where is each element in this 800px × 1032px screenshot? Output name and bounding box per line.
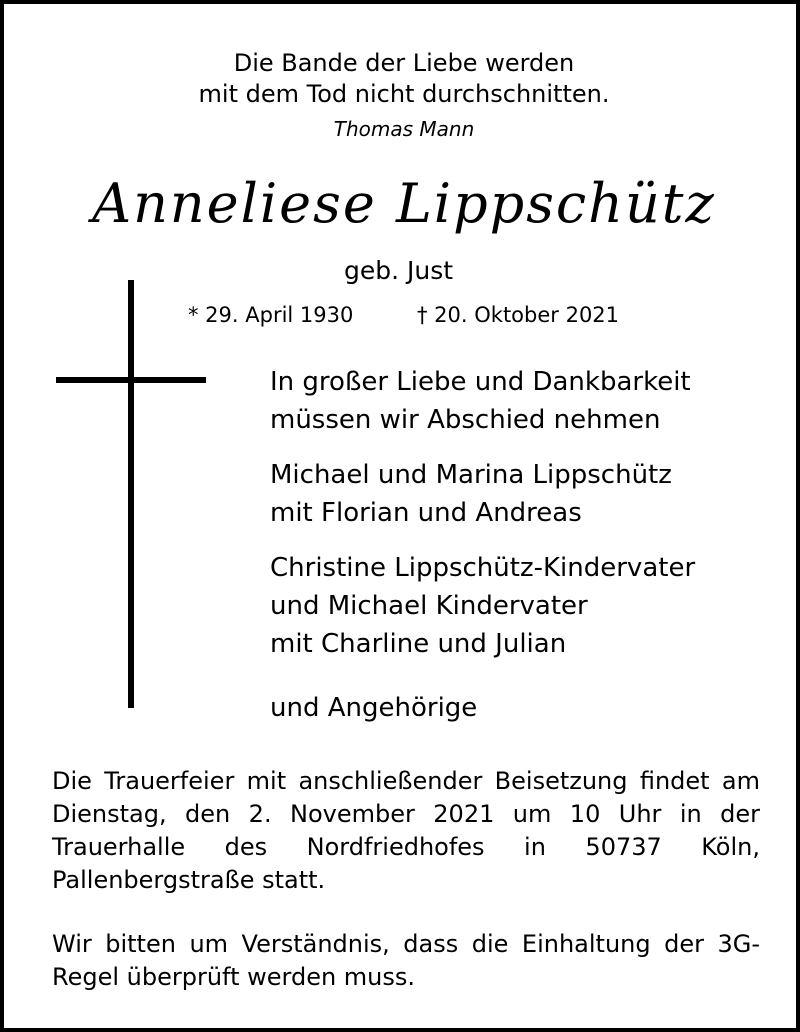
ceremony-line: Pallenbergstraße statt.: [52, 866, 326, 894]
cross-horizontal-bar: [56, 377, 206, 383]
ceremony-line: Dienstag, den 2. November 2021 um 10 Uhr in der: [52, 800, 760, 828]
notice-line: Regel überprüft werden muss.: [52, 963, 416, 991]
birth-date: * 29. April 1930: [188, 303, 354, 327]
quote-line: mit dem Tod nicht durchschnitten.: [198, 80, 610, 108]
family-line: und Michael Kindervater: [270, 591, 588, 621]
notice-line: Wir bitten um Verständnis, dass die Einhaltung der 3G-: [52, 930, 760, 958]
ceremony-line: Trauerhalle des Nordfriedhofes in 50737 Köln,: [52, 833, 760, 861]
family-line: Michael und Marina Lippschütz: [270, 460, 672, 490]
quote: [4, 48, 800, 110]
family-group: [270, 456, 672, 532]
deceased-name: Anneliese Lippschütz: [92, 172, 716, 235]
maiden-name: geb. Just: [344, 256, 454, 285]
ceremony-line: Die Trauerfeier mit anschließender Beisetzung findet am: [52, 767, 760, 795]
mourning-intro: [270, 363, 691, 439]
relatives-line: und Angehörige: [270, 693, 478, 723]
family-line: mit Florian und Andreas: [270, 498, 582, 528]
relatives: [270, 689, 477, 727]
family-line: mit Charline und Julian: [270, 629, 567, 659]
family-group: [270, 549, 695, 663]
mourning-line: In großer Liebe und Dankbarkeit: [270, 367, 691, 397]
quote-author: Thomas Mann: [333, 117, 475, 141]
mourning-line: müssen wir Abschied nehmen: [270, 405, 661, 435]
cross-vertical-bar: [128, 280, 134, 708]
ceremony-paragraph: [52, 765, 760, 897]
quote-line: Die Bande der Liebe werden: [233, 49, 575, 77]
family-line: Christine Lippschütz-Kindervater: [270, 553, 696, 583]
death-date: † 20. Oktober 2021: [417, 303, 620, 327]
notice-paragraph: [52, 928, 760, 994]
